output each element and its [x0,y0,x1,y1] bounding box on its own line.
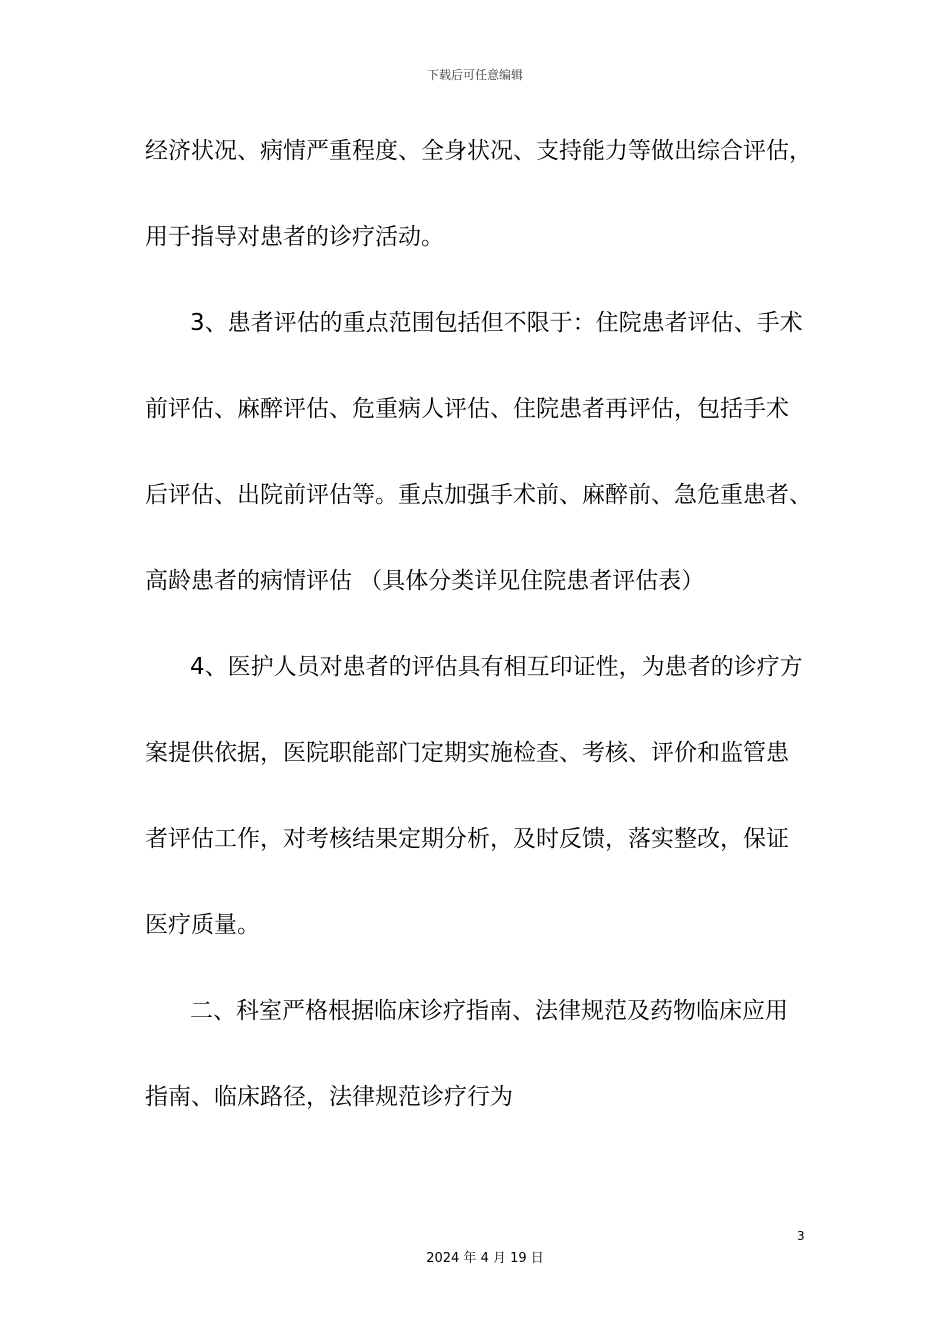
footer-date: 2024 年 4 月 19 日 [426,1251,544,1266]
body-line: 3、患者评估的重点范围包括但不限于：住院患者评估、手术 [190,310,803,336]
page-number: 3 [797,1229,805,1243]
body-line: 案提供依据，医院职能部门定期实施检查、考核、评价和监管患 [145,740,789,766]
body-line: 高龄患者的病情评估 （具体分类详见住院患者评估表） [145,568,705,594]
body-line: 前评估、麻醉评估、危重病人评估、住院患者再评估，包括手术 [145,396,789,422]
body-line: 经济状况、病情严重程度、全身状况、支持能力等做出综合评估， [145,138,812,164]
body-line: 4、医护人员对患者的评估具有相互印证性，为患者的诊疗方 [190,654,803,680]
body-line: 医疗质量。 [145,912,260,938]
body-line: 用于指导对患者的诊疗活动。 [145,224,444,250]
body-line: 指南、临床路径，法律规范诊疗行为 [145,1084,513,1110]
header-note: 下载后可任意编辑 [426,68,523,82]
body-line: 二、科室严格根据临床诊疗指南、法律规范及药物临床应用 [190,998,788,1024]
body-line: 后评估、出院前评估等。重点加强手术前、麻醉前、急危重患者、 [145,482,812,508]
body-line: 者评估工作，对考核结果定期分析，及时反馈，落实整改，保证 [145,826,789,852]
